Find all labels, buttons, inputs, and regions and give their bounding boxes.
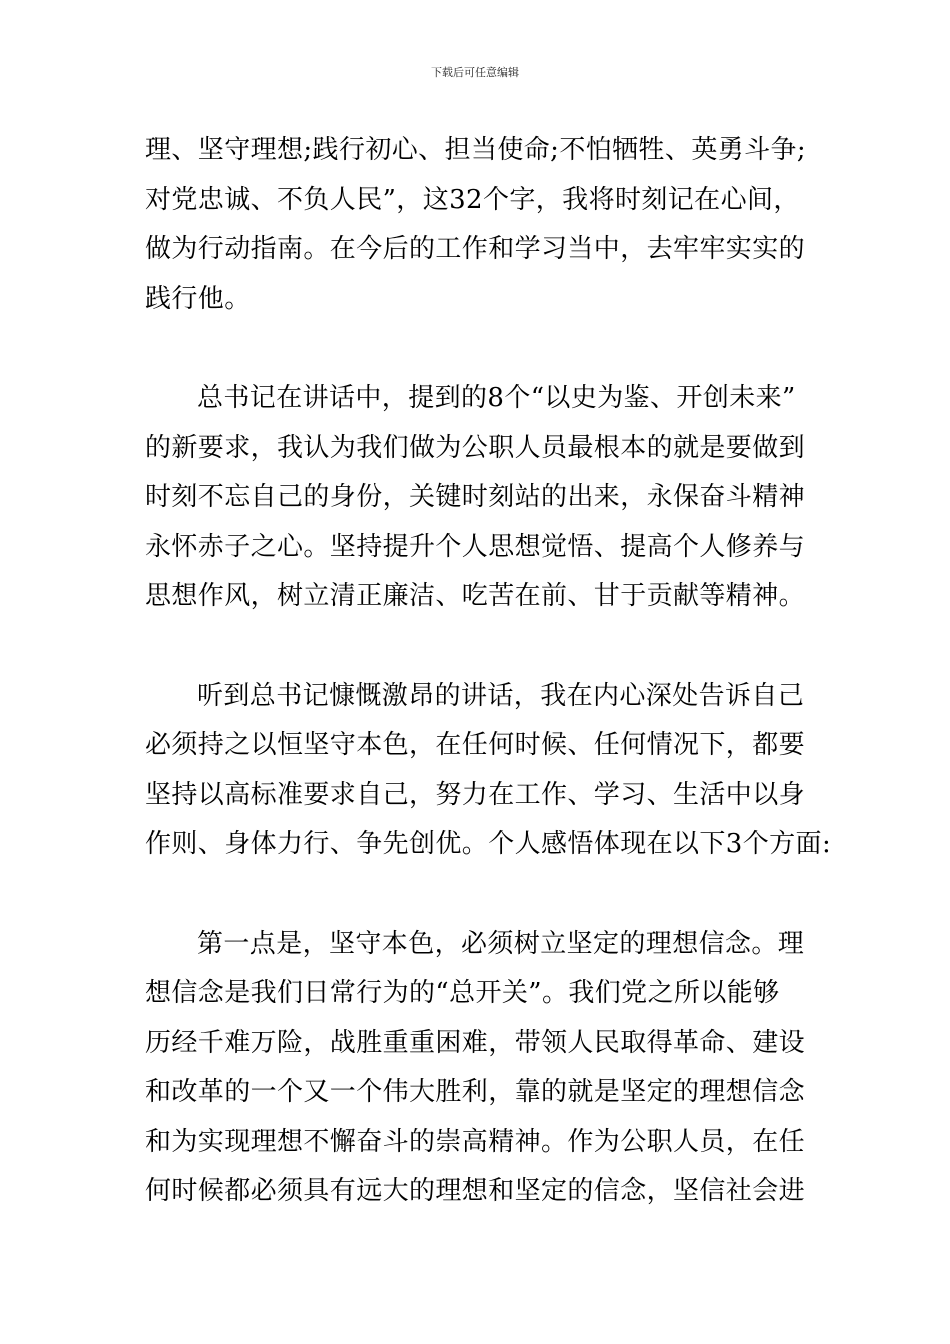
- text-line: 和改革的一个又一个伟大胜利，靠的就是坚定的理想信念: [145, 1077, 806, 1107]
- paragraph-gap: [145, 622, 810, 672]
- paragraph-2: [145, 374, 810, 622]
- text-line: 时刻不忘自己的身份，关键时刻站的出来，永保奋斗精神: [145, 482, 806, 512]
- text-line: 永怀赤子之心。坚持提升个人思想觉悟、提高个人修养与: [145, 531, 806, 562]
- text-line: 和为实现理想不懈奋斗的崇高精神。作为公职人员，在任: [145, 1126, 806, 1157]
- text-line: 何时候都必须具有远大的理想和坚定的信念，坚信社会进: [145, 1176, 806, 1206]
- paragraph-3: [145, 672, 832, 870]
- text-line: 的新要求，我认为我们做为公职人员最根本的就是要做到: [145, 432, 806, 463]
- text-line: 坚持以高标准要求自己，努力在工作、学习、生活中以身: [145, 779, 806, 810]
- text-line: 思想作风，树立清正廉洁、吃苦在前、甘于贡献等精神。: [145, 581, 806, 611]
- text-line: 历经千难万险，战胜重重困难，带领人民取得革命、建设: [145, 1027, 806, 1058]
- paragraph-gap: [145, 324, 810, 374]
- document-body: [145, 126, 832, 1217]
- text-line: 对党忠诚、不负人民”，这32个字，我将时刻记在心间，: [145, 184, 800, 215]
- text-line: 必须持之以恒坚守本色，在任何时候、任何情况下，都要: [145, 730, 806, 760]
- text-line: 践行他。: [145, 283, 251, 314]
- paragraph-4: [145, 920, 810, 1217]
- text-line: 想信念是我们日常行为的“总开关”。我们党之所以能够: [145, 978, 780, 1008]
- paragraph-1: [145, 126, 810, 324]
- paragraph-gap: [145, 870, 810, 920]
- text-line: 理、坚守理想;践行初心、担当使命;不怕牺牲、英勇斗争;: [145, 135, 807, 165]
- text-line: 总书记在讲话中，提到的8个“以史为鉴、开创未来”: [197, 383, 796, 413]
- text-line: 第一点是，坚守本色，必须树立坚定的理想信念。理: [197, 928, 805, 959]
- page-header: 下载后可任意编辑: [431, 66, 519, 79]
- text-line: 听到总书记慷慨激昂的讲话，我在内心深处告诉自己: [197, 680, 805, 711]
- text-line: 作则、身体力行、争先创优。个人感悟体现在以下3个方面:: [145, 829, 832, 859]
- text-line: 做为行动指南。在今后的工作和学习当中，去牢牢实实的: [145, 234, 806, 264]
